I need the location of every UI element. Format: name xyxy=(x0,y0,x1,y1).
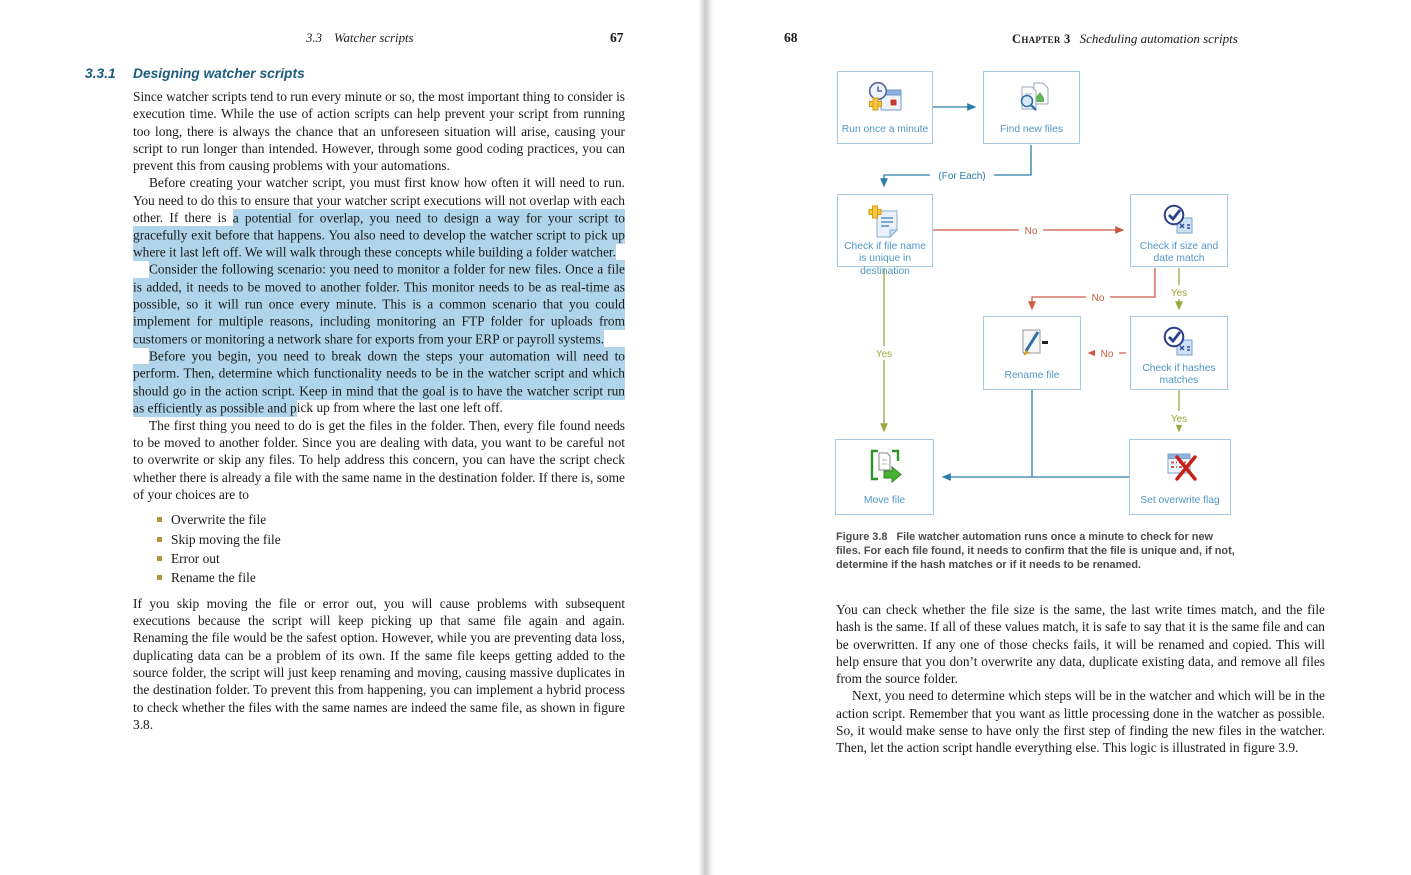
paragraph-text: Before creating your watcher script, you must first know how often it will need to run. You need to do this to ensure that your watcher script executions will not overlap with each other. If there is xyxy=(133,175,625,226)
list-item: Skip moving the file xyxy=(171,530,625,549)
flow-node-label: Move file xyxy=(863,494,906,506)
page-number-right: 68 xyxy=(784,30,798,45)
spreadsheet-red-x-icon xyxy=(1160,448,1200,486)
flow-node-check-hashes xyxy=(1130,316,1228,390)
flow-node-label: Find new files xyxy=(1000,123,1063,135)
edge-label-no: No xyxy=(1024,226,1038,237)
figure-caption-text: File watcher automation runs once a minute to check for new files. For each file found, it needs to confirm that the file is unique and, if not, determine if the hash matches or if it needs to be renamed. xyxy=(836,531,1235,571)
paragraph: If you skip moving the file or error out, you will cause problems with subsequent executions because the script will keep picking up that same file again and again. Renaming the file would be the safest option. However, while you are preventing data loss, duplicating data can be a problem of its own. If the same file keeps getting added to the source folder, the script will just keep renaming and moving, causing massive duplicates in the destination folder. To prevent this from happening, you can implement a hybrid process to check whether the files with the same names are indeed the same file, as shown in figure 3.8. xyxy=(133,595,625,732)
section-number: 3.3.1 xyxy=(85,66,116,81)
list-item: Error out xyxy=(171,549,625,568)
section-title: Designing watcher scripts xyxy=(133,66,305,81)
running-head-right xyxy=(1012,31,1238,47)
right-page-body xyxy=(836,601,1325,757)
running-head-section-number: 3.3 xyxy=(306,31,322,45)
move-file-arrow-icon xyxy=(865,448,905,486)
edge-label-for-each: (For Each) xyxy=(938,171,986,182)
page-number-left: 67 xyxy=(610,30,624,45)
figure-caption-label: Figure 3.8 xyxy=(836,531,888,543)
flow-node-label: Check if hashes matches xyxy=(1142,363,1216,387)
running-head-chapter-title: Scheduling automation scripts xyxy=(1079,31,1238,46)
paragraph: Since watcher scripts tend to run every minute or so, the most important thing to consider is execution time. While the use of action scripts can help prevent your script from running too long, there is always the chance that an unforeseen situation will arise, causing your script to run longer than intended. However, through some good coding practices, you can prevent this from causing problems with your automations. xyxy=(133,89,626,174)
paragraph: You can check whether the file size is the same, the last write times match, and the file hash is the same. If all of these values match, it is safe to say that it is the same file and can be overwritten. If any one of those checks fails, it will be renamed and copied. This will help ensure that you don’t overwrite any data, duplicate existing data, and remove all files from the source folder. xyxy=(836,602,1325,687)
flow-node-label: Rename file xyxy=(1004,369,1060,381)
flow-node-run-once-a-minute xyxy=(837,71,933,144)
search-documents-icon xyxy=(1012,80,1052,118)
flow-node-label: Check if file name is unique in destination xyxy=(844,241,926,277)
flow-node-label: Check if size and date match xyxy=(1139,241,1219,265)
checkmark-spreadsheet-icon xyxy=(1159,203,1199,241)
flow-node-find-new-files xyxy=(983,71,1080,144)
edge-label-no: No xyxy=(1100,349,1114,360)
paragraph-text: ick up from where the last one left off. xyxy=(296,400,503,416)
highlighted-text: Before you begin, you need to break down the steps your automation will need to perform. Then, determine which functionality needs to be in the watcher script and which should go in the action script. Keep in mind that the goal is to have the watcher script run as efficiently as possible and p xyxy=(133,348,625,416)
highlighted-text: Consider the following scenario: you need to monitor a folder for new files. Once a file is added, it needs to be moved to another folder. This monitor needs to be as real-time as possible, so it will run once every minute. This is a common scenario that you could implement for multiple reasons, including monitoring an FTP folder for uploads from customers or monitoring a network share for exports from your ERP or payroll systems. xyxy=(133,261,625,347)
new-note-plus-icon xyxy=(865,203,905,241)
checkmark-spreadsheet-icon xyxy=(1159,325,1199,363)
flow-node-check-unique xyxy=(837,194,933,277)
flow-node-check-size-date xyxy=(1130,194,1228,267)
flow-node-label: Set overwrite flag xyxy=(1140,494,1220,506)
running-head-left xyxy=(306,31,414,46)
paragraph xyxy=(133,347,625,416)
list-item: Rename the file xyxy=(171,568,625,587)
figure-caption xyxy=(836,531,1236,572)
running-head-chapter: Chapter 3 xyxy=(1012,32,1071,46)
paragraph: Next, you need to determine which steps will be in the watcher and which will be in the action script. Remember that you want as little processing done in the watcher as possible. So, it would make sense to have only the first step of finding the new files in the watcher. Then, let the action script handle everything else. This logic is illustrated in figure 3.9. xyxy=(836,688,1325,756)
pen-edit-icon xyxy=(1012,325,1052,363)
running-head-section-title: Watcher scripts xyxy=(334,31,414,45)
options-list xyxy=(133,510,625,588)
edge-label-no: No xyxy=(1091,293,1105,304)
flow-node-move-file xyxy=(835,439,934,515)
edge-label-yes: Yes xyxy=(1170,288,1188,299)
scheduler-clock-calendar-icon xyxy=(865,80,905,118)
paragraph xyxy=(133,261,625,347)
flow-node-rename-file xyxy=(983,316,1081,390)
flow-node-label: Run once a minute xyxy=(841,123,929,135)
list-item: Overwrite the file xyxy=(171,510,625,529)
flow-node-set-overwrite-flag xyxy=(1129,439,1231,515)
highlighted-text: a potential for overlap, you need to design a way for your script to gracefully exit before that happens. You also need to develop the watcher script to pick up where it last left off. We will walk through these concepts while building a folder watcher. xyxy=(133,210,626,260)
edge-label-yes: Yes xyxy=(1170,414,1188,425)
left-page-body xyxy=(133,88,625,733)
page-gutter xyxy=(699,0,714,875)
paragraph: The first thing you need to do is get the files in the folder. Then, every file found needs to be moved to another folder. Since you are dealing with data, you want to be careful not to overwrite or skip any files. To help address this concern, you can have the script check whether there is already a file with the same name in the destination folder. If there is, some of your choices are to xyxy=(133,417,625,502)
paragraph xyxy=(133,174,625,260)
edge-label-yes: Yes xyxy=(875,349,893,360)
